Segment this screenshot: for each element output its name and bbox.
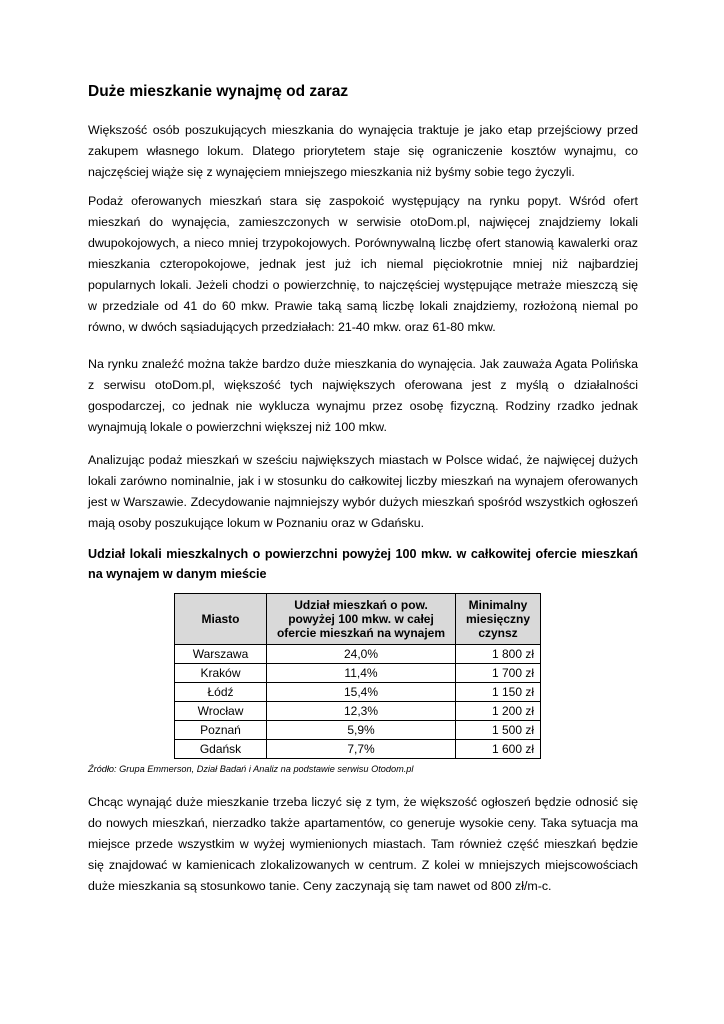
table-row: [175, 721, 541, 740]
table-header-row: [175, 594, 541, 645]
header-city: Miasto: [175, 594, 267, 645]
header-share: Udział mieszkań o pow. powyżej 100 mkw. w całej ofercie mieszkań na wynajem: [267, 594, 456, 645]
header-rent: Minimalny miesięczny czynsz: [456, 594, 541, 645]
paragraph-2: Podaż oferowanych mieszkań stara się zaspokoić występujący na rynku popyt. Wśród ofert mieszkań do wynajęcia, zamieszczonych w serwisie otoDom.pl, najwięcej znajdziemy lokali dwupokojowych, a nieco mniej trzypokojowych. Porównywalną liczbę ofert stanowią kawalerki oraz mieszkania czteropokojowe, jednak jest już ich niemal pięciokrotnie mniej niż najbardziej popularnych lokali. Jeżeli chodzi o powierzchnię, to najczęściej występujące metraże mieszczą się w przedziale od 41 do 60 mkw. Prawie taką samą liczbę lokali znajdziemy, rozłożoną niemal po równo, w dwóch sąsiadujących przedziałach: 21-40 mkw. oraz 61-80 mkw.: [88, 194, 638, 334]
page-title: Duże mieszkanie wynajmę od zaraz: [88, 83, 349, 100]
cell-rent: 1 600 zł: [456, 740, 541, 759]
cell-city: Łódź: [175, 683, 267, 702]
paragraph-4: Analizując podaż mieszkań w sześciu największych miastach w Polsce widać, że najwięcej dużych lokali zarówno nominalnie, jak i w stosunku do całkowitej liczby mieszkań na wynajem oferowanych jest w Warszawie. Zdecydowanie najmniejszy wybór dużych mieszkań spośród wszystkich ogłoszeń mają osoby poszukujące lokum w Poznaniu oraz w Gdańsku.: [88, 453, 638, 530]
cell-rent: 1 500 zł: [456, 721, 541, 740]
cell-city: Gdańsk: [175, 740, 267, 759]
cell-rent: 1 700 zł: [456, 664, 541, 683]
cell-city: Kraków: [175, 664, 267, 683]
cell-rent: 1 800 zł: [456, 645, 541, 664]
paragraph-1: Większość osób poszukujących mieszkania do wynajęcia traktuje je jako etap przejściowy przed zakupem własnego lokum. Dlatego priorytetem staje się ograniczenie kosztów wynajmu, co najczęściej wiąże się z wynajęciem mniejszego mieszkania niż byśmy sobie tego życzyli.: [88, 123, 638, 179]
cell-city: Warszawa: [175, 645, 267, 664]
cell-city: Wrocław: [175, 702, 267, 721]
table-row: [175, 702, 541, 721]
table-row: [175, 683, 541, 702]
rent-share-table: [174, 593, 541, 759]
cell-share: 5,9%: [267, 721, 456, 740]
table-row: [175, 664, 541, 683]
cell-rent: 1 200 zł: [456, 702, 541, 721]
paragraph-3: Na rynku znaleźć można także bardzo duże mieszkania do wynajęcia. Jak zauważa Agata Polińska z serwisu otoDom.pl, większość tych największych oferowana jest z myślą o działalności gospodarczej, co jednak nie wyklucza wynajmu przez osobę fizyczną. Rodziny rzadko jednak wynajmują lokale o powierzchni większej niż 100 mkw.: [88, 357, 638, 434]
cell-share: 12,3%: [267, 702, 456, 721]
table-title: Udział lokali mieszkalnych o powierzchni powyżej 100 mkw. w całkowitej ofercie mieszkań na wynajem w danym mieście: [88, 547, 638, 581]
table-row: [175, 740, 541, 759]
cell-share: 15,4%: [267, 683, 456, 702]
cell-share: 11,4%: [267, 664, 456, 683]
table-row: [175, 645, 541, 664]
cell-share: 7,7%: [267, 740, 456, 759]
cell-share: 24,0%: [267, 645, 456, 664]
source-note: Źródło: Grupa Emmerson, Dział Badań i Analiz na podstawie serwisu Otodom.pl: [88, 764, 414, 774]
cell-rent: 1 150 zł: [456, 683, 541, 702]
paragraph-5: Chcąc wynająć duże mieszkanie trzeba liczyć się z tym, że większość ogłoszeń będzie odnosić się do nowych mieszkań, nierzadko także apartamentów, co generuje wysokie ceny. Taka sytuacja ma miejsce przede wszystkim w wyżej wymienionych miastach. Tam również część mieszkań będzie się znajdować w kamienicach zlokalizowanych w centrum. Z kolei w mniejszych miejscowościach duże mieszkania są stosunkowo tanie. Ceny zaczynają się tam nawet od 800 zł/m-c.: [88, 795, 638, 893]
cell-city: Poznań: [175, 721, 267, 740]
